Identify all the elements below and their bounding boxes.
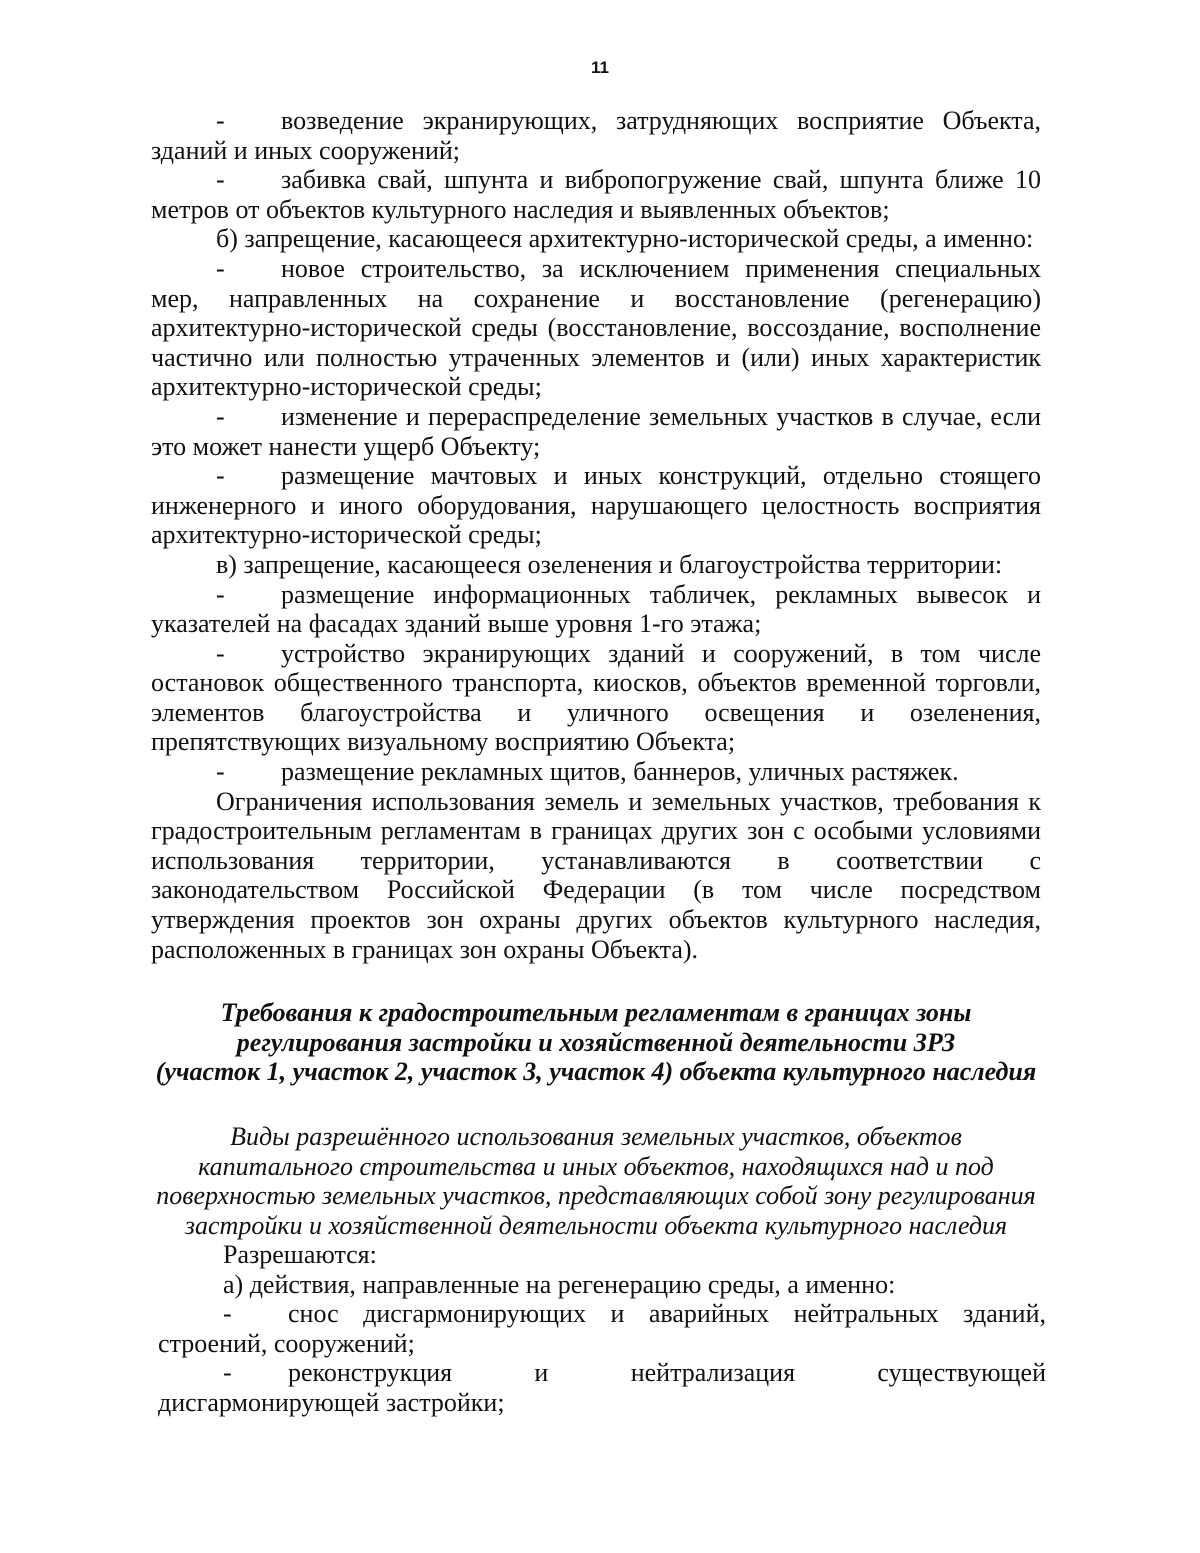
paragraph-indent: в) запрещение, касающееся озеленения и благоустройства территории: (216, 549, 1003, 579)
section-heading (151, 998, 1041, 1087)
paragraph-text: забивка свай, шпунта и вибропогружение свай, шпунта ближе 10 метров от объектов культурного наследия и выявленных объектов; (151, 165, 1041, 224)
paragraph-dash (151, 254, 1041, 402)
paragraph-text: изменение и перераспределение земельных участков в случае, если это может нанести ущерб Объекту; (151, 401, 1041, 461)
paragraph-indent: а) действия, направленные на регенерацию среды, а именно: (223, 1269, 896, 1299)
paragraph-text: размещение рекламных щитов, баннеров, уличных растяжек. (281, 757, 959, 787)
dash-marker: - (216, 638, 225, 668)
paragraph-text: устройство экранирующих зданий и сооружений, в том числе остановок общественного транспорта, киосков, объектов временной торговли, элементов благоустройства и уличного освещения и озеленения, препятствующих визуальному восприятию Объекта; (151, 638, 1041, 757)
heading-line: регулирования застройки и хозяйственной деятельности ЗРЗ (236, 1027, 956, 1057)
page-number: 11 (591, 58, 609, 77)
dash-marker: - (216, 461, 225, 491)
paragraph-dash (158, 1299, 1046, 1358)
paragraph-dash (151, 402, 1041, 461)
subheading-line: поверхностью земельных участков, представляющих собой зону регулирования (156, 1181, 1036, 1211)
paragraph-dash (151, 639, 1041, 757)
paragraph-text: новое строительство, за исключением применения специальных мер, направленных на сохранение и восстановление (регенерацию) архитектурно-исторической среды (восстановление, воссоздание, восполнение частично или полностью утраченных элементов и (или) иных характеристик архитектурно-исторической среды; (151, 253, 1041, 402)
section-subheading (151, 1122, 1041, 1240)
dash-marker: - (216, 106, 225, 135)
paragraph-indent: б) запрещение, касающееся архитектурно-исторической среды, а именно: (216, 224, 1034, 254)
paragraph-dash (158, 1358, 1046, 1417)
subheading-line: застройки и хозяйственной деятельности объекта культурного наследия (184, 1210, 1008, 1240)
paragraph-allowed: Разрешаются: (223, 1240, 377, 1269)
body-text-section-1 (151, 106, 1041, 964)
dash-marker: - (223, 1299, 232, 1329)
paragraph-text: возведение экранирующих, затрудняющих восприятие Объекта, зданий и иных сооружений; (151, 106, 1041, 165)
paragraph-dash (151, 106, 1041, 165)
dash-marker: - (216, 579, 225, 609)
paragraph-dash (151, 461, 1041, 550)
dash-marker: - (216, 165, 225, 195)
paragraph-dash (151, 580, 1041, 639)
subheading-line: капитального строительства и иных объектов, находящихся над и под (198, 1151, 994, 1181)
dash-marker: - (216, 757, 225, 787)
paragraph-dash (151, 165, 1041, 224)
paragraph-text: размещение мачтовых и иных конструкций, отдельно стоящего инженерного и иного оборудования, нарушающего целостность восприятия архитектурно-исторической среды; (151, 461, 1041, 550)
paragraph-dash (151, 757, 1041, 787)
paragraph-text: размещение информационных табличек, рекламных вывесок и указателей на фасадах зданий выше уровня 1-го этажа; (151, 579, 1041, 639)
dash-marker: - (216, 401, 225, 431)
dash-marker: - (223, 1358, 232, 1388)
heading-line: Требования к градостроительным регламентам в границах зоны (220, 998, 972, 1027)
body-text-section-2 (158, 1240, 1046, 1418)
heading-line: (участок 1, участок 2, участок 3, участок 4) объекта культурного наследия (155, 1057, 1037, 1087)
dash-marker: - (216, 253, 225, 283)
subheading-line: Виды разрешённого использования земельных участков, объектов (230, 1122, 962, 1151)
paragraph-text: снос дисгармонирующих и аварийных нейтральных зданий, строений, сооружений; (158, 1299, 1046, 1358)
paragraph-text: реконструкция и нейтрализация существующей дисгармонирующей застройки; (158, 1358, 1046, 1417)
paragraph-indent: Ограничения использования земель и земельных участков, требования к градостроительным регламентам в границах других зон с особыми условиями использования территории, устанавливаются в соответствии с законодательством Российской Федерации (в том числе посредством утверждения проектов зон охраны других объектов культурного наследия, расположенных в границах зон охраны Объекта). (151, 786, 1041, 964)
